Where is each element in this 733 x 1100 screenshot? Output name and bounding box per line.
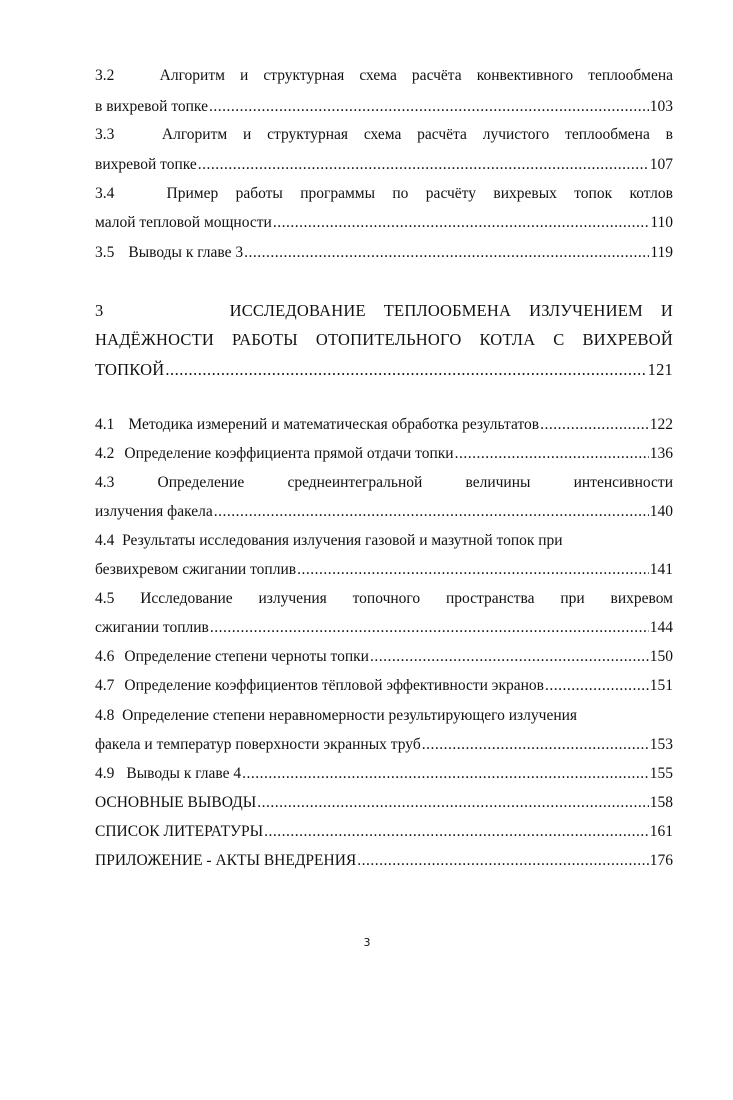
toc-title: СПИСОК ЛИТЕРАТУРЫ [95,823,264,840]
toc-page: 119 [650,244,673,261]
toc-page: 151 [649,677,673,694]
toc-entry-3-3 [95,122,673,148]
toc-title: Исследование излучения топочного пространства при вихревом [140,590,673,607]
toc-number: 4.5 [95,590,115,607]
toc-entry-4-3 [95,470,673,496]
toc-title: Выводы к главе 3 [128,244,244,261]
toc-title: Определение степени черноты топки [124,648,369,665]
dot-leader [455,441,649,467]
toc-number: 4.1 [95,416,115,433]
toc-title: ПРИЛОЖЕНИЕ - АКТЫ ВНЕДРЕНИЯ [95,852,357,869]
dot-leader [242,761,649,787]
dot-leader [165,355,646,385]
toc-entry-4-5 [95,586,673,612]
chapter-title-line2: НАДЁЖНОСТИ РАБОТЫ ОТОПИТЕЛЬНОГО КОТЛА С ВИХРЕВОЙ [95,330,673,349]
dot-leader [357,848,649,874]
toc-title: Определение степени неравномерности результирующего излучения [122,707,578,724]
toc-entry-4-8 [95,703,673,729]
toc-page: 144 [649,619,673,636]
toc-number: 4.6 [95,648,115,665]
toc-title-cont: излучения факела [95,503,213,520]
toc-page: 176 [649,852,673,869]
toc-title: Алгоритм и структурная схема расчёта лучистого теплообмена в [161,126,674,143]
toc-title-cont: факела и температур поверхности экранных труб [95,736,421,753]
toc-entry-3-5 [95,240,673,266]
toc-page: 136 [649,445,673,462]
toc-page: 110 [650,214,673,231]
dot-leader [540,412,649,438]
toc-entry-4-1 [95,412,673,438]
toc-entry-3-2-cont [95,94,673,120]
toc-entry-4-2 [95,441,673,467]
toc-page: 150 [649,648,673,665]
toc-page: 158 [649,794,673,811]
toc-title: Определение коэффициента прямой отдачи топки [124,445,454,462]
toc-entry-4-6 [95,644,673,670]
toc-title: Пример работы программы по расчёту вихревых топок котлов [166,185,673,202]
toc-entry-4-9 [95,761,673,787]
toc-entry-4-5-cont [95,615,673,641]
toc-number: 4.9 [95,765,115,782]
dot-leader [264,819,649,845]
dot-leader [273,210,650,236]
toc-title: Алгоритм и структурная схема расчёта конвективного теплообмена [159,67,673,84]
toc-number: 3.4 [95,185,115,202]
toc-title-cont: вихревой топке [95,156,197,173]
toc-number: 4.4 [95,532,115,549]
toc-number: 3.3 [95,126,115,143]
toc-page: 122 [649,416,673,433]
toc-entry-conclusions [95,790,673,816]
toc-number: 4.8 [95,707,115,724]
toc-title: Методика измерений и математическая обработка результатов [128,416,540,433]
dot-leader [244,240,649,266]
toc-title: Выводы к главе 4 [126,765,242,782]
toc-title-cont: малой тепловой мощности [95,214,272,231]
toc-entry-3-3-cont [95,152,673,178]
toc-title-cont: сжигании топлив [95,619,209,636]
toc-page: 103 [649,98,673,115]
toc-page: 161 [649,823,673,840]
chapter-number: 3 [95,301,104,320]
toc-number: 4.7 [95,677,115,694]
toc-entry-3-4 [95,181,673,207]
toc-title: Определение среднеинтегральной величины интенсивности [157,474,673,491]
chapter-title-cont: ТОПКОЙ [95,360,165,379]
toc-page: 140 [649,503,673,520]
chapter-heading-line1 [95,296,673,326]
dot-leader [257,790,649,816]
page-number: 3 [363,936,371,949]
dot-leader [214,499,649,525]
toc-title: Результаты исследования излучения газовой и мазутной топок при [122,532,563,549]
toc-page: 153 [649,736,673,753]
toc-number: 3.2 [95,67,115,84]
toc-title-cont: безвихревом сжигании топлив [95,561,297,578]
dot-leader [370,644,649,670]
toc-title: ОСНОВНЫЕ ВЫВОДЫ [95,794,257,811]
toc-entry-references [95,819,673,845]
dot-leader [297,557,649,583]
toc-entry-4-4-cont [95,557,673,583]
dot-leader [210,615,649,641]
toc-entry-3-4-cont [95,210,673,236]
dot-leader [545,673,649,699]
toc-number: 4.3 [95,474,115,491]
toc-entry-4-8-cont [95,732,673,758]
toc-entry-4-7 [95,673,673,699]
toc-title-cont: в вихревой топке [95,98,208,115]
dot-leader [198,152,649,178]
toc-page: 155 [649,765,673,782]
toc-entry-appendix [95,848,673,874]
toc-title: Определение коэффициентов тёпловой эффективности экранов [124,677,544,694]
toc-page: 121 [647,360,673,379]
dot-leader [209,94,649,120]
dot-leader [422,732,649,758]
toc-number: 4.2 [95,445,115,462]
toc-page: 107 [649,156,673,173]
toc-page: 141 [649,561,673,578]
chapter-heading-line2 [95,325,673,355]
toc-entry-4-4 [95,528,673,554]
chapter-heading-line3 [95,355,673,385]
chapter-title-line1: ИССЛЕДОВАНИЕ ТЕПЛООБМЕНА ИЗЛУЧЕНИЕМ И [229,301,673,320]
toc-number: 3.5 [95,244,115,261]
toc-entry-3-2 [95,63,673,89]
toc-entry-4-3-cont [95,499,673,525]
